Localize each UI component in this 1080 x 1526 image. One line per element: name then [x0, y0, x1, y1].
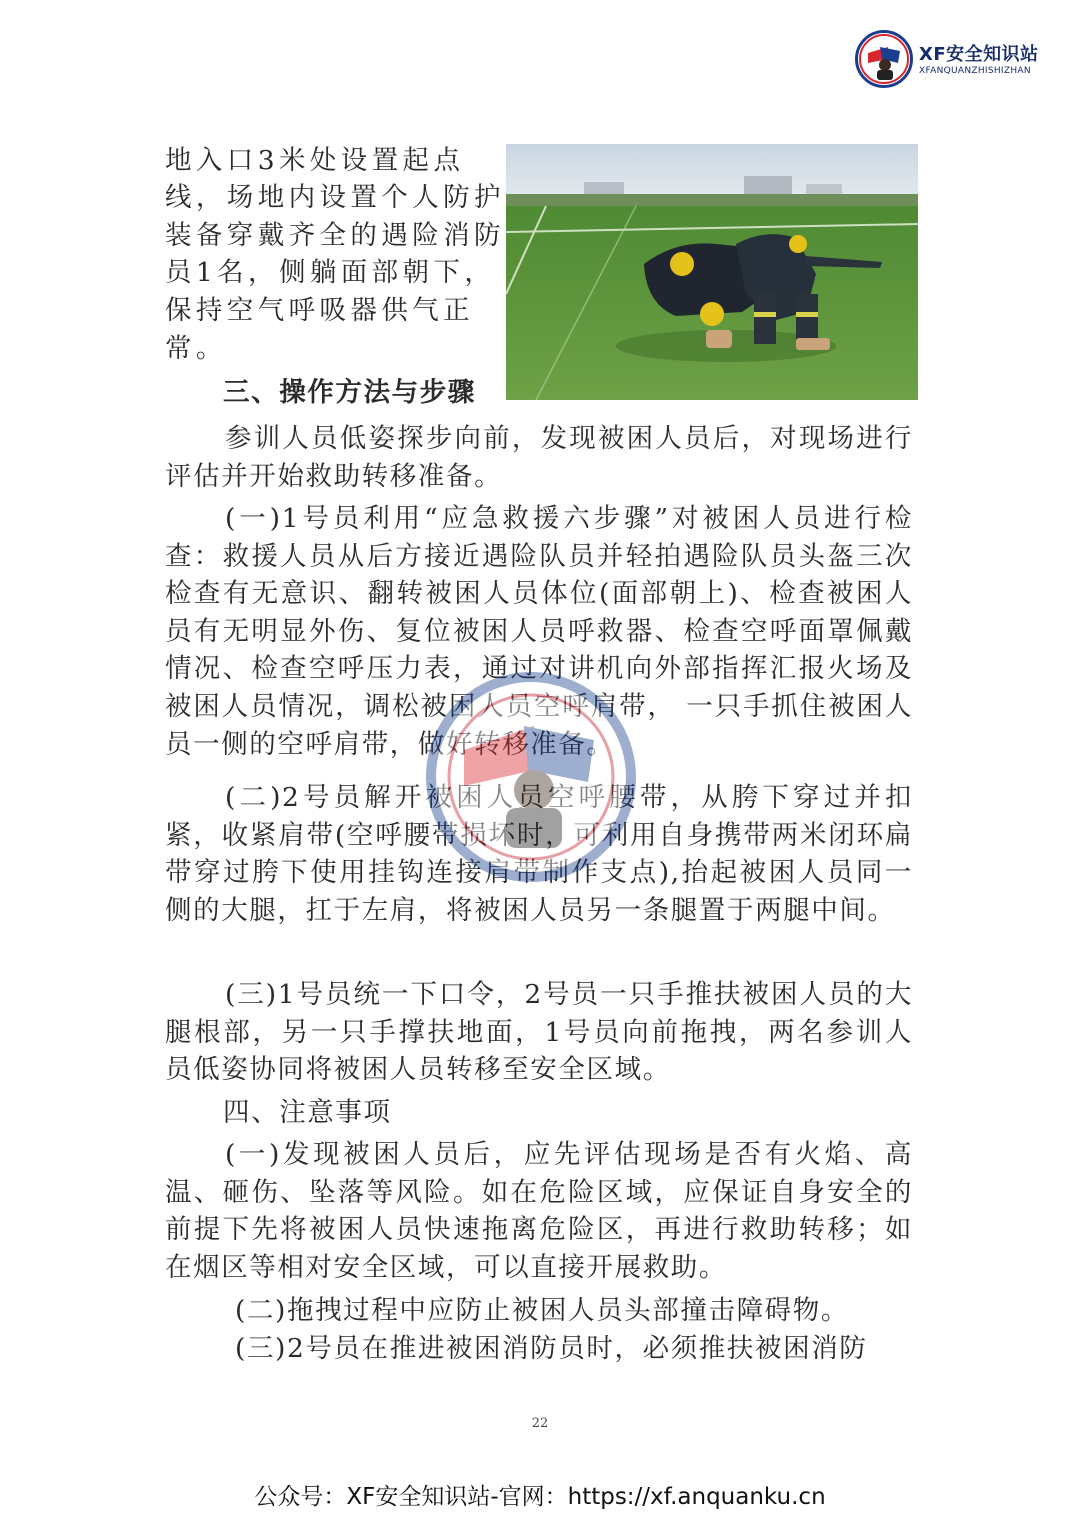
section-3-heading: 三、操作方法与步骤: [223, 377, 476, 408]
note-2-paragraph: (二)拖拽过程中应防止被困人员头部撞击障碍物。: [235, 1295, 849, 1326]
logo-title: XF安全知识站: [919, 44, 1039, 65]
intro-line-1: 地入口3米处设置起点: [165, 145, 465, 176]
step-1-paragraph: (一)1号员利用“应急救援六步骤”对被困人员进行检查：救援人员从后方接近遇险队员并轻拍遇险队员头盔三次检查有无意识、翻转被困人员体位(面部朝上)、检查被困人员有无明显外伤、复位被困人员呼救器、检查空呼面罩佩戴情况、检查空呼压力表，通过对讲机向外部指挥汇报火场及被困人员情况，调松被困人员空呼肩带， 一只手抓住被困人员一侧的空呼肩带，做好转移准备。: [165, 503, 913, 760]
intro-line-2: 线，场地内设置个人防护: [165, 182, 505, 213]
intro-line-6: 常。: [165, 333, 227, 364]
logo-badge-icon: [855, 30, 913, 88]
step-2-paragraph: (二)2号员解开被困人员空呼腰带，从胯下穿过并扣紧，收紧肩带(空呼腰带损坏时，可利用自身携带两米闭环扁带穿过胯下使用挂钩连接肩带制作支点),抬起被困人员同一侧的大腿，扛于左肩，将被困人员另一条腿置于两腿中间。: [165, 782, 913, 926]
logo-subtitle: XFANQUANZHISHIZHAN: [919, 66, 1031, 76]
step-3-paragraph: (三)1号员统一下口令，2号员一只手推扶被困人员的大腿根部，另一只手撑扶地面，1号员向前拖拽，两名参训人员低姿协同将被困人员转移至安全区域。: [165, 979, 913, 1086]
firefighters-training-photo: [506, 144, 918, 400]
note-1-paragraph: (一)发现被困人员后，应先评估现场是否有火焰、高温、砸伤、坠落等风险。如在危险区域，应保证自身安全的前提下先将被困人员快速拖离危险区，再进行救助转移；如在烟区等相对安全区域，可以直接开展救助。: [165, 1139, 913, 1283]
site-logo: [855, 30, 1055, 96]
section-3-intro: 参训人员低姿探步向前，发现被困人员后，对现场进行评估并开始救助转移准备。: [165, 423, 913, 492]
section-4-heading: 四、注意事项: [223, 1097, 392, 1128]
intro-line-5: 保持空气呼吸器供气正: [165, 295, 474, 326]
footer-text: 公众号：XF安全知识站-官网：https://xf.anquanku.cn: [254, 1484, 826, 1510]
page-number: 22: [531, 1416, 549, 1431]
intro-line-4: 员1名，侧躺面部朝下，: [165, 257, 496, 288]
intro-line-3: 装备穿戴齐全的遇险消防: [165, 220, 505, 251]
note-3-paragraph: (三)2号员在推进被困消防员时，必须推扶被困消防: [235, 1333, 868, 1364]
